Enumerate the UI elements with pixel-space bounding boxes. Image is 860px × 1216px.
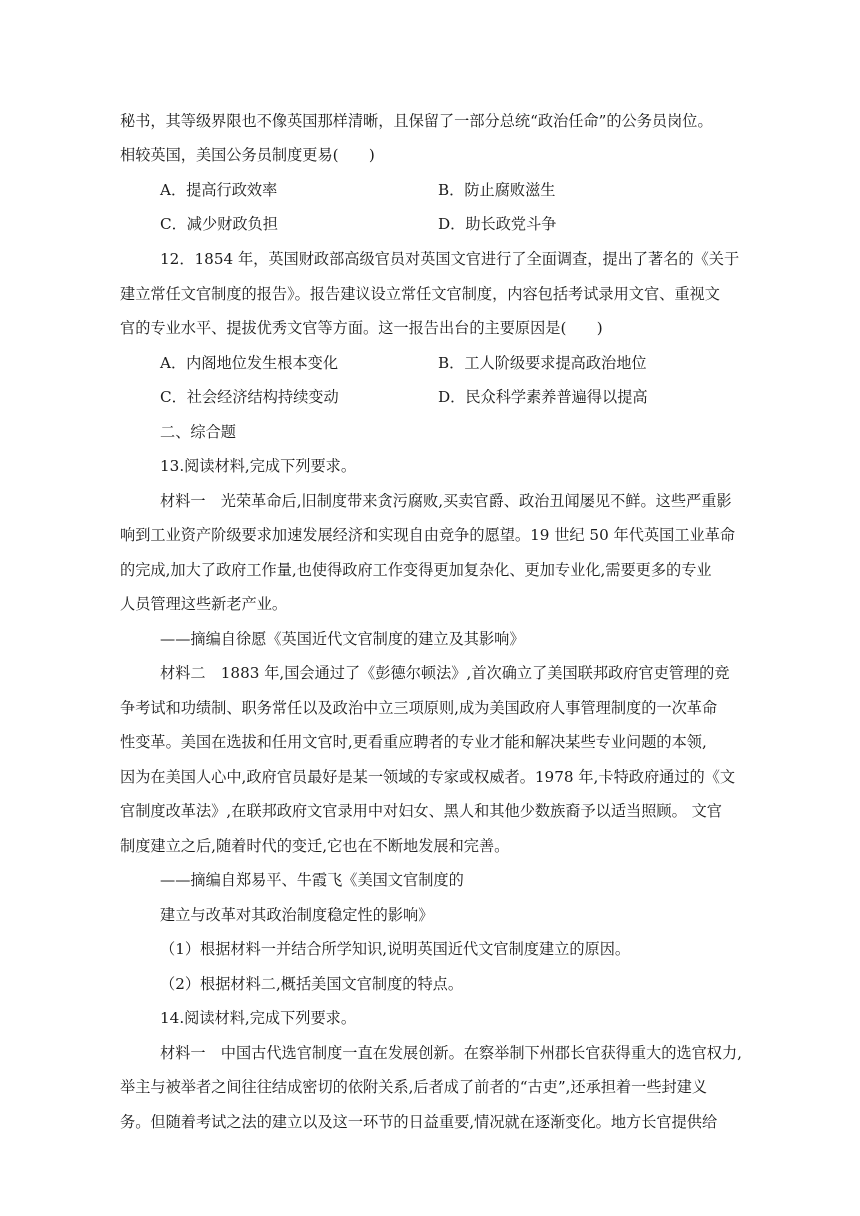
- q13-material2-line-4: 因为在美国人心中,政府官员最好是某一领域的专家或权威者。1978 年,卡特政府通过的《文: [120, 768, 736, 786]
- q13-material2-source-line-2: 建立与改革对其政治制度稳定性的影响》: [160, 906, 434, 924]
- q11-option-d: D．助长政党斗争: [438, 215, 557, 233]
- q13-material2-line-2: 争考试和功绩制、职务常任以及政治中立三项原则,成为美国政府人事管理制度的一次革命: [120, 699, 718, 717]
- q13-title: 13.阅读材料,完成下列要求。: [160, 457, 357, 475]
- q13-material2-line-6: 制度建立之后,随着时代的变迁,它也在不断地发展和完善。: [120, 837, 510, 855]
- q12-option-c: C．社会经济结构持续变动: [160, 388, 339, 406]
- q12-stem-line-2: 建立常任文官制度的报告》。报告建议设立常任文官制度，内容包括考试录用文官、重视文: [120, 285, 720, 303]
- q14-material1-line-1: 材料一 中国古代选官制度一直在发展创新。在察举制下州郡长官获得重大的选官权力,: [160, 1044, 742, 1062]
- q13-material2-source-line-1: ——摘编自郑易平、牛霞飞《美国文官制度的: [160, 871, 464, 889]
- q11-stem-line-1: 秘书，其等级界限也不像英国那样清晰，且保留了一部分总统“政治任命”的公务员岗位。: [120, 112, 713, 130]
- q13-material2-line-3: 性变革。美国在选拔和任用文官时,更看重应聘者的专业才能和解决某些专业问题的本领,: [120, 733, 707, 751]
- q13-subquestion-1: （1）根据材料一并结合所学知识,说明英国近代文官制度建立的原因。: [160, 940, 631, 958]
- q11-option-a: A．提高行政效率: [160, 181, 278, 199]
- q14-title: 14.阅读材料,完成下列要求。: [160, 1009, 357, 1027]
- q13-material1-line-3: 的完成,加大了政府工作量,也使得政府工作变得更加复杂化、更加专业化,需要更多的专业: [120, 561, 712, 579]
- q13-material2-line-5: 官制度改革法》,在联邦政府文官录用中对妇女、黑人和其他少数族裔予以适当照顾。 文官: [120, 802, 722, 820]
- q11-stem-line-2: 相较英国，美国公务员制度更易( ): [120, 146, 375, 164]
- q13-material2-line-1: 材料二 1883 年,国会通过了《彭德尔顿法》,首次确立了美国联邦政府官吏管理的竞: [160, 664, 730, 682]
- q12-option-a: A．内阁地位发生根本变化: [160, 354, 339, 372]
- q13-material1-line-2: 响到工业资产阶级要求加速发展经济和实现自由竞争的愿望。19 世纪 50 年代英国工业革命: [120, 526, 736, 544]
- q12-stem-line-3: 官的专业水平、提拔优秀文官等方面。这一报告出台的主要原因是( ): [120, 319, 603, 337]
- q12-option-d: D．民众科学素养普遍得以提高: [438, 388, 648, 406]
- q11-option-b: B．防止腐败滋生: [438, 181, 556, 199]
- q13-subquestion-2: （2）根据材料二,概括美国文官制度的特点。: [160, 975, 464, 993]
- q14-material1-line-3: 务。但随着考试之法的建立以及这一环节的日益重要,情况就在逐渐变化。地方长官提供给: [120, 1113, 718, 1131]
- q13-material1-source: ——摘编自徐愿《英国近代文官制度的建立及其影响》: [160, 630, 525, 648]
- q13-material1-line-1: 材料一 光荣革命后,旧制度带来贪污腐败,买卖官爵、政治丑闻屡见不鲜。这些严重影: [160, 492, 732, 510]
- q11-option-c: C．减少财政负担: [160, 215, 278, 233]
- q14-material1-line-2: 举主与被举者之间往往结成密切的依附关系,后者成了前者的“古吏”,还承担着一些封建义: [120, 1078, 708, 1096]
- q13-material1-line-4: 人员管理这些新老产业。: [120, 595, 288, 613]
- q12-option-b: B．工人阶级要求提高政治地位: [438, 354, 647, 372]
- q12-stem-line-1: 12．1854 年，英国财政部高级官员对英国文官进行了全面调查，提出了著名的《关于: [160, 250, 740, 268]
- section-heading: 二、综合题: [160, 423, 236, 441]
